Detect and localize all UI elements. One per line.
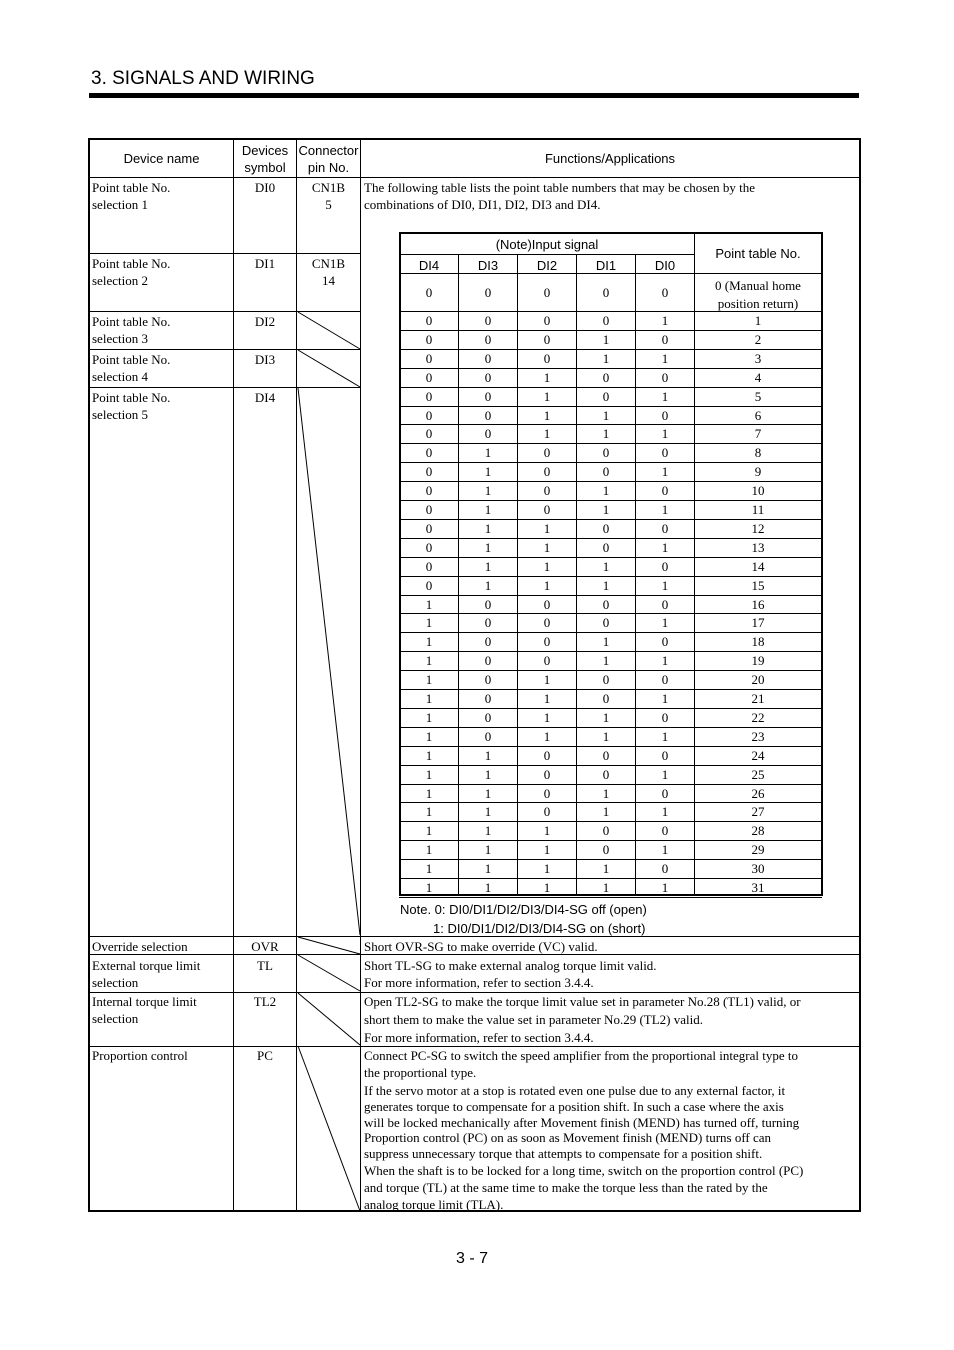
input-signal-cell: 1 bbox=[602, 351, 610, 366]
input-signal-cell: 1 bbox=[484, 578, 492, 593]
input-signal-cell: 0 bbox=[484, 710, 492, 725]
symbol-tl: TL bbox=[257, 958, 273, 973]
input-signal-cell: 0 bbox=[602, 597, 610, 612]
point-table-number-cell: 22 bbox=[751, 710, 765, 725]
symbol-di0: DI0 bbox=[254, 180, 276, 195]
pin-di1: CN1B 14 bbox=[311, 256, 346, 288]
point-table-number-cell: 28 bbox=[751, 823, 765, 838]
input-signal-cell: 1 bbox=[543, 729, 551, 744]
input-signal-cell: 0 bbox=[661, 483, 669, 498]
rule-h bbox=[399, 632, 822, 633]
rule-h bbox=[89, 1046, 860, 1047]
input-signal-cell: 0 bbox=[543, 804, 551, 819]
signal-col-di4: DI4 bbox=[418, 258, 440, 273]
input-signal-cell: 0 bbox=[425, 464, 433, 479]
input-signal-cell: 0 bbox=[543, 786, 551, 801]
rule-h bbox=[89, 311, 360, 312]
input-signal-cell: 0 bbox=[661, 408, 669, 423]
rule-h bbox=[399, 613, 822, 614]
point-table-intro: The following table lists the point table numbers that may be chosen by the combinations of DI0, DI1, DI2, DI3 and DI4. bbox=[364, 180, 755, 212]
input-signal-cell: 0 bbox=[484, 389, 492, 404]
input-signal-cell: 0 bbox=[602, 313, 610, 328]
input-signal-cell: 1 bbox=[602, 729, 610, 744]
input-signal-cell: 1 bbox=[661, 691, 669, 706]
input-signal-cell: 0 bbox=[543, 464, 551, 479]
page-number: 3 - 7 bbox=[456, 1250, 489, 1267]
device-name-di3: Point table No. selection 4 bbox=[92, 352, 171, 384]
rule-h bbox=[399, 387, 822, 388]
rule-h bbox=[399, 311, 822, 312]
input-signal-cell: 1 bbox=[425, 748, 433, 763]
input-signal-cell: 0 bbox=[425, 313, 433, 328]
input-signal-cell: 1 bbox=[425, 823, 433, 838]
input-signal-cell: 1 bbox=[425, 842, 433, 857]
input-signal-cell: 1 bbox=[661, 389, 669, 404]
input-signal-cell: 0 bbox=[425, 521, 433, 536]
input-signal-cell: 1 bbox=[543, 710, 551, 725]
rule-h bbox=[89, 349, 360, 350]
input-signal-cell: 1 bbox=[602, 502, 610, 517]
input-signal-cell: 0 bbox=[661, 370, 669, 385]
rule-h bbox=[89, 936, 860, 937]
input-signal-cell: 1 bbox=[484, 445, 492, 460]
input-signal-cell: 1 bbox=[484, 521, 492, 536]
input-signal-cell: 1 bbox=[543, 370, 551, 385]
input-signal-cell: 0 bbox=[425, 426, 433, 441]
point-table-number-cell: 19 bbox=[751, 653, 765, 668]
rule-h bbox=[399, 689, 822, 690]
input-signal-cell: 1 bbox=[484, 842, 492, 857]
input-signal-cell: 0 bbox=[484, 729, 492, 744]
input-signal-cell: 1 bbox=[543, 540, 551, 555]
input-signal-cell: 0 bbox=[543, 313, 551, 328]
input-signal-cell: 0 bbox=[661, 559, 669, 574]
input-signal-cell: 1 bbox=[425, 861, 433, 876]
header-rule bbox=[89, 93, 859, 98]
input-signal-cell: 1 bbox=[602, 710, 610, 725]
input-signal-cell: 1 bbox=[543, 408, 551, 423]
input-signal-cell: 1 bbox=[484, 823, 492, 838]
point-table-number-cell: 27 bbox=[751, 804, 765, 819]
input-signal-cell: 1 bbox=[425, 615, 433, 630]
point-table-number-cell: 4 bbox=[754, 370, 762, 385]
function-pc: Connect PC-SG to switch the speed amplifier from the proportional integral type to the proportional type. If the servo motor at a stop is rotated even one pulse due to any external factor, it generates torque to compensate for a position shift. In such a case where the axis will be locked mechanically after Movement finish (MEND) has turned off, turning Proportion control (PC) on as soon as Movement finish (MEND) turns off can suppress unnecessary torque that attempts to compensate for a position shift. When the shaft is to be locked for a long time, switch on the proportion control (PC) and torque (TL) at the same time to make the torque less than the rated by the analog torque limit (TLA). bbox=[364, 1048, 804, 1212]
input-signal-cell: 1 bbox=[484, 540, 492, 555]
rule-h bbox=[399, 500, 822, 501]
input-signal-cell: 0 bbox=[425, 408, 433, 423]
rule-v bbox=[296, 139, 297, 1211]
point-table-number-cell: 21 bbox=[751, 691, 765, 706]
input-signal-cell: 1 bbox=[543, 823, 551, 838]
rule-h bbox=[399, 840, 822, 841]
input-signal-cell: 1 bbox=[602, 559, 610, 574]
rule-v bbox=[635, 254, 636, 896]
input-signal-cell: 0 bbox=[425, 578, 433, 593]
rule-h bbox=[399, 443, 822, 444]
point-table-number-cell: 10 bbox=[751, 483, 765, 498]
input-signal-cell: 0 bbox=[484, 653, 492, 668]
rule-v bbox=[821, 232, 823, 896]
input-signal-cell: 1 bbox=[425, 672, 433, 687]
input-signal-cell: 0 bbox=[484, 285, 492, 300]
input-signal-cell: 0 bbox=[484, 634, 492, 649]
point-table-number-cell: 20 bbox=[751, 672, 765, 687]
signal-col-di0: DI0 bbox=[654, 258, 676, 273]
input-signal-cell: 1 bbox=[661, 313, 669, 328]
input-signal-cell: 0 bbox=[661, 823, 669, 838]
rule-h bbox=[399, 406, 822, 407]
input-signal-cell: 0 bbox=[425, 559, 433, 574]
input-signal-cell: 0 bbox=[484, 332, 492, 347]
input-signal-cell: 1 bbox=[661, 729, 669, 744]
point-table-number-cell: 23 bbox=[751, 729, 765, 744]
symbol-pc: PC bbox=[257, 1048, 273, 1063]
rule-h bbox=[399, 746, 822, 747]
symbol-di2: DI2 bbox=[254, 314, 276, 329]
input-signal-cell: 1 bbox=[484, 559, 492, 574]
rule-h bbox=[399, 368, 822, 369]
input-signal-cell: 0 bbox=[661, 786, 669, 801]
rule-h bbox=[89, 177, 860, 178]
input-signal-cell: 0 bbox=[661, 861, 669, 876]
input-signal-cell: 0 bbox=[543, 285, 551, 300]
input-signal-cell: 1 bbox=[602, 578, 610, 593]
rule-h bbox=[399, 765, 822, 766]
input-signal-cell: 0 bbox=[602, 823, 610, 838]
input-signal-cell: 1 bbox=[484, 483, 492, 498]
input-signal-cell: 1 bbox=[425, 804, 433, 819]
input-signal-cell: 1 bbox=[543, 578, 551, 593]
point-table-number-cell: 17 bbox=[751, 615, 765, 630]
input-signal-cell: 1 bbox=[484, 502, 492, 517]
input-signal-cell: 1 bbox=[543, 672, 551, 687]
input-signal-cell: 1 bbox=[543, 880, 551, 895]
rule-v bbox=[233, 139, 234, 1211]
point-table-number-cell: 31 bbox=[751, 880, 765, 895]
function-ovr: Short OVR-SG to make override (VC) valid. bbox=[364, 939, 598, 954]
input-signal-cell: 0 bbox=[543, 445, 551, 460]
point-table-number-cell: 26 bbox=[751, 786, 765, 801]
input-signal-cell: 0 bbox=[484, 313, 492, 328]
input-signal-cell: 1 bbox=[661, 464, 669, 479]
input-signal-cell: 0 bbox=[425, 351, 433, 366]
point-table-number-cell: 1 bbox=[754, 313, 762, 328]
point-table-number-cell: 6 bbox=[754, 408, 762, 423]
rule-h bbox=[399, 897, 822, 898]
rule-h bbox=[399, 462, 822, 463]
input-signal-cell: 1 bbox=[425, 710, 433, 725]
input-signal-cell: 1 bbox=[425, 729, 433, 744]
rule-h bbox=[399, 595, 822, 596]
rule-h bbox=[399, 424, 822, 425]
rule-v bbox=[360, 139, 361, 1211]
point-table-number-cell: 13 bbox=[751, 540, 765, 555]
point-table-number-cell: 8 bbox=[754, 445, 762, 460]
symbol-tl2: TL2 bbox=[253, 994, 277, 1009]
device-name-pc: Proportion control bbox=[92, 1048, 188, 1063]
point-table-number-cell: 14 bbox=[751, 559, 765, 574]
manual-home-cell: 0 (Manual home position return) bbox=[715, 278, 801, 311]
input-signal-cell: 1 bbox=[661, 615, 669, 630]
input-signal-cell: 0 bbox=[661, 748, 669, 763]
input-signal-cell: 0 bbox=[484, 351, 492, 366]
input-signal-cell: 0 bbox=[543, 653, 551, 668]
rule-h bbox=[399, 727, 822, 728]
rule-h bbox=[399, 273, 822, 274]
device-name-di2: Point table No. selection 3 bbox=[92, 314, 171, 346]
section-title: 3. SIGNALS AND WIRING bbox=[91, 68, 315, 89]
input-signal-cell: 0 bbox=[425, 445, 433, 460]
input-signal-cell: 0 bbox=[661, 672, 669, 687]
rule-h bbox=[89, 387, 360, 388]
point-table-number-cell: 29 bbox=[751, 842, 765, 857]
input-signal-cell: 0 bbox=[602, 445, 610, 460]
point-table-number-cell: 25 bbox=[751, 767, 765, 782]
signal-col-di2: DI2 bbox=[536, 258, 558, 273]
input-signal-cell: 0 bbox=[543, 351, 551, 366]
device-name-ovr: Override selection bbox=[92, 939, 188, 954]
input-signal-cell: 1 bbox=[484, 861, 492, 876]
input-signal-header: (Note)Input signal bbox=[495, 237, 599, 252]
input-signal-cell: 1 bbox=[484, 804, 492, 819]
symbol-di3: DI3 bbox=[254, 352, 276, 367]
input-signal-cell: 1 bbox=[602, 483, 610, 498]
input-signal-cell: 0 bbox=[602, 370, 610, 385]
input-signal-cell: 1 bbox=[484, 767, 492, 782]
input-signal-cell: 0 bbox=[484, 672, 492, 687]
point-table-number-cell: 7 bbox=[754, 426, 762, 441]
input-signal-cell: 1 bbox=[425, 597, 433, 612]
input-signal-cell: 0 bbox=[543, 597, 551, 612]
point-table-number-cell: 11 bbox=[751, 502, 765, 517]
input-signal-cell: 0 bbox=[425, 483, 433, 498]
input-signal-cell: 0 bbox=[661, 445, 669, 460]
input-signal-cell: 1 bbox=[602, 880, 610, 895]
input-signal-cell: 0 bbox=[602, 615, 610, 630]
input-signal-cell: 0 bbox=[602, 285, 610, 300]
input-signal-cell: 1 bbox=[602, 426, 610, 441]
input-signal-cell: 0 bbox=[425, 370, 433, 385]
input-signal-cell: 0 bbox=[425, 389, 433, 404]
input-signal-cell: 1 bbox=[543, 559, 551, 574]
rule-h bbox=[399, 232, 822, 234]
input-signal-cell: 0 bbox=[425, 285, 433, 300]
input-signal-cell: 1 bbox=[425, 767, 433, 782]
rule-h bbox=[399, 859, 822, 860]
input-signal-cell: 0 bbox=[543, 615, 551, 630]
input-signal-cell: 1 bbox=[484, 786, 492, 801]
rule-h bbox=[399, 481, 822, 482]
input-signal-cell: 0 bbox=[661, 597, 669, 612]
input-signal-cell: 1 bbox=[543, 426, 551, 441]
rule-h bbox=[399, 784, 822, 785]
device-name-di1: Point table No. selection 2 bbox=[92, 256, 171, 288]
input-signal-cell: 0 bbox=[425, 540, 433, 555]
point-table-number-cell: 30 bbox=[751, 861, 765, 876]
rule-v bbox=[576, 254, 577, 896]
rule-h bbox=[399, 538, 822, 539]
input-signal-cell: 0 bbox=[602, 464, 610, 479]
symbol-di1: DI1 bbox=[254, 256, 276, 271]
input-signal-cell: 0 bbox=[661, 521, 669, 536]
rule-h bbox=[399, 894, 822, 896]
rule-h bbox=[399, 557, 822, 558]
input-signal-cell: 1 bbox=[661, 502, 669, 517]
rule-v bbox=[399, 232, 401, 896]
symbol-di4: DI4 bbox=[254, 390, 276, 405]
rule-h bbox=[399, 349, 822, 350]
rule-v bbox=[458, 254, 459, 896]
device-name-di0: Point table No. selection 1 bbox=[92, 180, 171, 212]
device-name-tl: External torque limit selection bbox=[92, 958, 201, 990]
point-table-number-cell: 2 bbox=[754, 332, 762, 347]
input-signal-cell: 0 bbox=[484, 426, 492, 441]
input-signal-cell: 1 bbox=[484, 464, 492, 479]
input-signal-cell: 0 bbox=[543, 767, 551, 782]
input-signal-cell: 0 bbox=[602, 748, 610, 763]
input-signal-cell: 1 bbox=[602, 408, 610, 423]
rule-h bbox=[399, 519, 822, 520]
input-signal-cell: 1 bbox=[543, 389, 551, 404]
input-signal-cell: 1 bbox=[602, 332, 610, 347]
input-signal-cell: 1 bbox=[661, 804, 669, 819]
col-header-devices-symbol: Devices symbol bbox=[241, 143, 289, 175]
rule-h bbox=[399, 802, 822, 803]
point-table-number-cell: 5 bbox=[754, 389, 762, 404]
col-header-functions: Functions/Applications bbox=[544, 151, 676, 166]
input-signal-cell: 1 bbox=[661, 578, 669, 593]
pin-di0: CN1B 5 bbox=[311, 180, 346, 212]
input-signal-cell: 1 bbox=[543, 861, 551, 876]
rule-h bbox=[399, 878, 822, 879]
input-signal-cell: 1 bbox=[661, 426, 669, 441]
rule-h bbox=[399, 821, 822, 822]
input-signal-cell: 0 bbox=[543, 748, 551, 763]
rule-h bbox=[399, 330, 822, 331]
device-name-di4: Point table No. selection 5 bbox=[92, 390, 171, 422]
input-signal-cell: 1 bbox=[543, 691, 551, 706]
point-table-no-header: Point table No. bbox=[715, 246, 801, 261]
input-signal-cell: 1 bbox=[661, 351, 669, 366]
input-signal-cell: 0 bbox=[602, 389, 610, 404]
input-signal-cell: 1 bbox=[661, 653, 669, 668]
input-signal-cell: 0 bbox=[543, 332, 551, 347]
point-table-number-cell: 3 bbox=[754, 351, 762, 366]
point-table-number-cell: 18 bbox=[751, 634, 765, 649]
input-signal-cell: 1 bbox=[425, 880, 433, 895]
rule-h bbox=[399, 670, 822, 671]
function-tl2: Open TL2-SG to make the torque limit value set in parameter No.28 (TL1) valid, or short them to make the value set in parameter No.29 (TL2) valid. For more information, refer to section 3.4.4. bbox=[364, 994, 801, 1045]
input-signal-cell: 1 bbox=[425, 653, 433, 668]
input-signal-cell: 0 bbox=[661, 285, 669, 300]
input-signal-cell: 0 bbox=[543, 634, 551, 649]
rule-h bbox=[89, 954, 860, 955]
point-table-note: Note. 0: DI0/DI1/DI2/DI3/DI4-SG off (open) 1: DI0/DI1/DI2/DI3/DI4-SG on (short) bbox=[400, 902, 647, 936]
col-header-device-name: Device name bbox=[123, 151, 200, 166]
input-signal-cell: 0 bbox=[425, 502, 433, 517]
device-name-tl2: Internal torque limit selection bbox=[92, 994, 197, 1026]
rule-v bbox=[694, 232, 695, 896]
rule-h bbox=[399, 576, 822, 577]
input-signal-cell: 1 bbox=[543, 842, 551, 857]
input-signal-cell: 1 bbox=[661, 880, 669, 895]
input-signal-cell: 0 bbox=[543, 502, 551, 517]
input-signal-cell: 1 bbox=[602, 634, 610, 649]
input-signal-cell: 0 bbox=[484, 691, 492, 706]
input-signal-cell: 1 bbox=[661, 540, 669, 555]
input-signal-cell: 1 bbox=[425, 786, 433, 801]
signal-col-di1: DI1 bbox=[595, 258, 617, 273]
input-signal-cell: 0 bbox=[602, 842, 610, 857]
point-table-number-cell: 16 bbox=[751, 597, 765, 612]
rule-h bbox=[89, 992, 860, 993]
input-signal-cell: 1 bbox=[602, 804, 610, 819]
input-signal-cell: 0 bbox=[661, 332, 669, 347]
input-signal-cell: 0 bbox=[543, 483, 551, 498]
rule-h bbox=[399, 254, 694, 255]
rule-h bbox=[399, 708, 822, 709]
input-signal-cell: 0 bbox=[602, 672, 610, 687]
input-signal-cell: 1 bbox=[602, 861, 610, 876]
input-signal-cell: 0 bbox=[425, 332, 433, 347]
rule-v bbox=[517, 254, 518, 896]
point-table-number-cell: 9 bbox=[754, 464, 762, 479]
input-signal-cell: 1 bbox=[602, 653, 610, 668]
input-signal-cell: 0 bbox=[602, 767, 610, 782]
point-table-number-cell: 24 bbox=[751, 748, 765, 763]
symbol-ovr: OVR bbox=[251, 939, 279, 954]
input-signal-cell: 1 bbox=[425, 691, 433, 706]
function-tl: Short TL-SG to make external analog torque limit valid. For more information, refer to section 3.4.4. bbox=[364, 958, 657, 990]
rule-h bbox=[399, 651, 822, 652]
input-signal-cell: 0 bbox=[602, 521, 610, 536]
input-signal-cell: 1 bbox=[661, 842, 669, 857]
input-signal-cell: 1 bbox=[543, 521, 551, 536]
point-table-number-cell: 15 bbox=[751, 578, 765, 593]
input-signal-cell: 0 bbox=[484, 370, 492, 385]
input-signal-cell: 0 bbox=[484, 597, 492, 612]
input-signal-cell: 0 bbox=[661, 710, 669, 725]
input-signal-cell: 1 bbox=[484, 748, 492, 763]
input-signal-cell: 1 bbox=[425, 634, 433, 649]
col-header-connector-pin: Connector pin No. bbox=[298, 143, 359, 175]
signal-col-di3: DI3 bbox=[477, 258, 499, 273]
input-signal-cell: 0 bbox=[484, 615, 492, 630]
input-signal-cell: 1 bbox=[602, 786, 610, 801]
input-signal-cell: 1 bbox=[661, 767, 669, 782]
input-signal-cell: 1 bbox=[484, 880, 492, 895]
input-signal-cell: 0 bbox=[661, 634, 669, 649]
input-signal-cell: 0 bbox=[484, 408, 492, 423]
input-signal-cell: 0 bbox=[602, 540, 610, 555]
point-table-number-cell: 12 bbox=[751, 521, 765, 536]
rule-h bbox=[89, 253, 360, 254]
input-signal-cell: 0 bbox=[602, 691, 610, 706]
